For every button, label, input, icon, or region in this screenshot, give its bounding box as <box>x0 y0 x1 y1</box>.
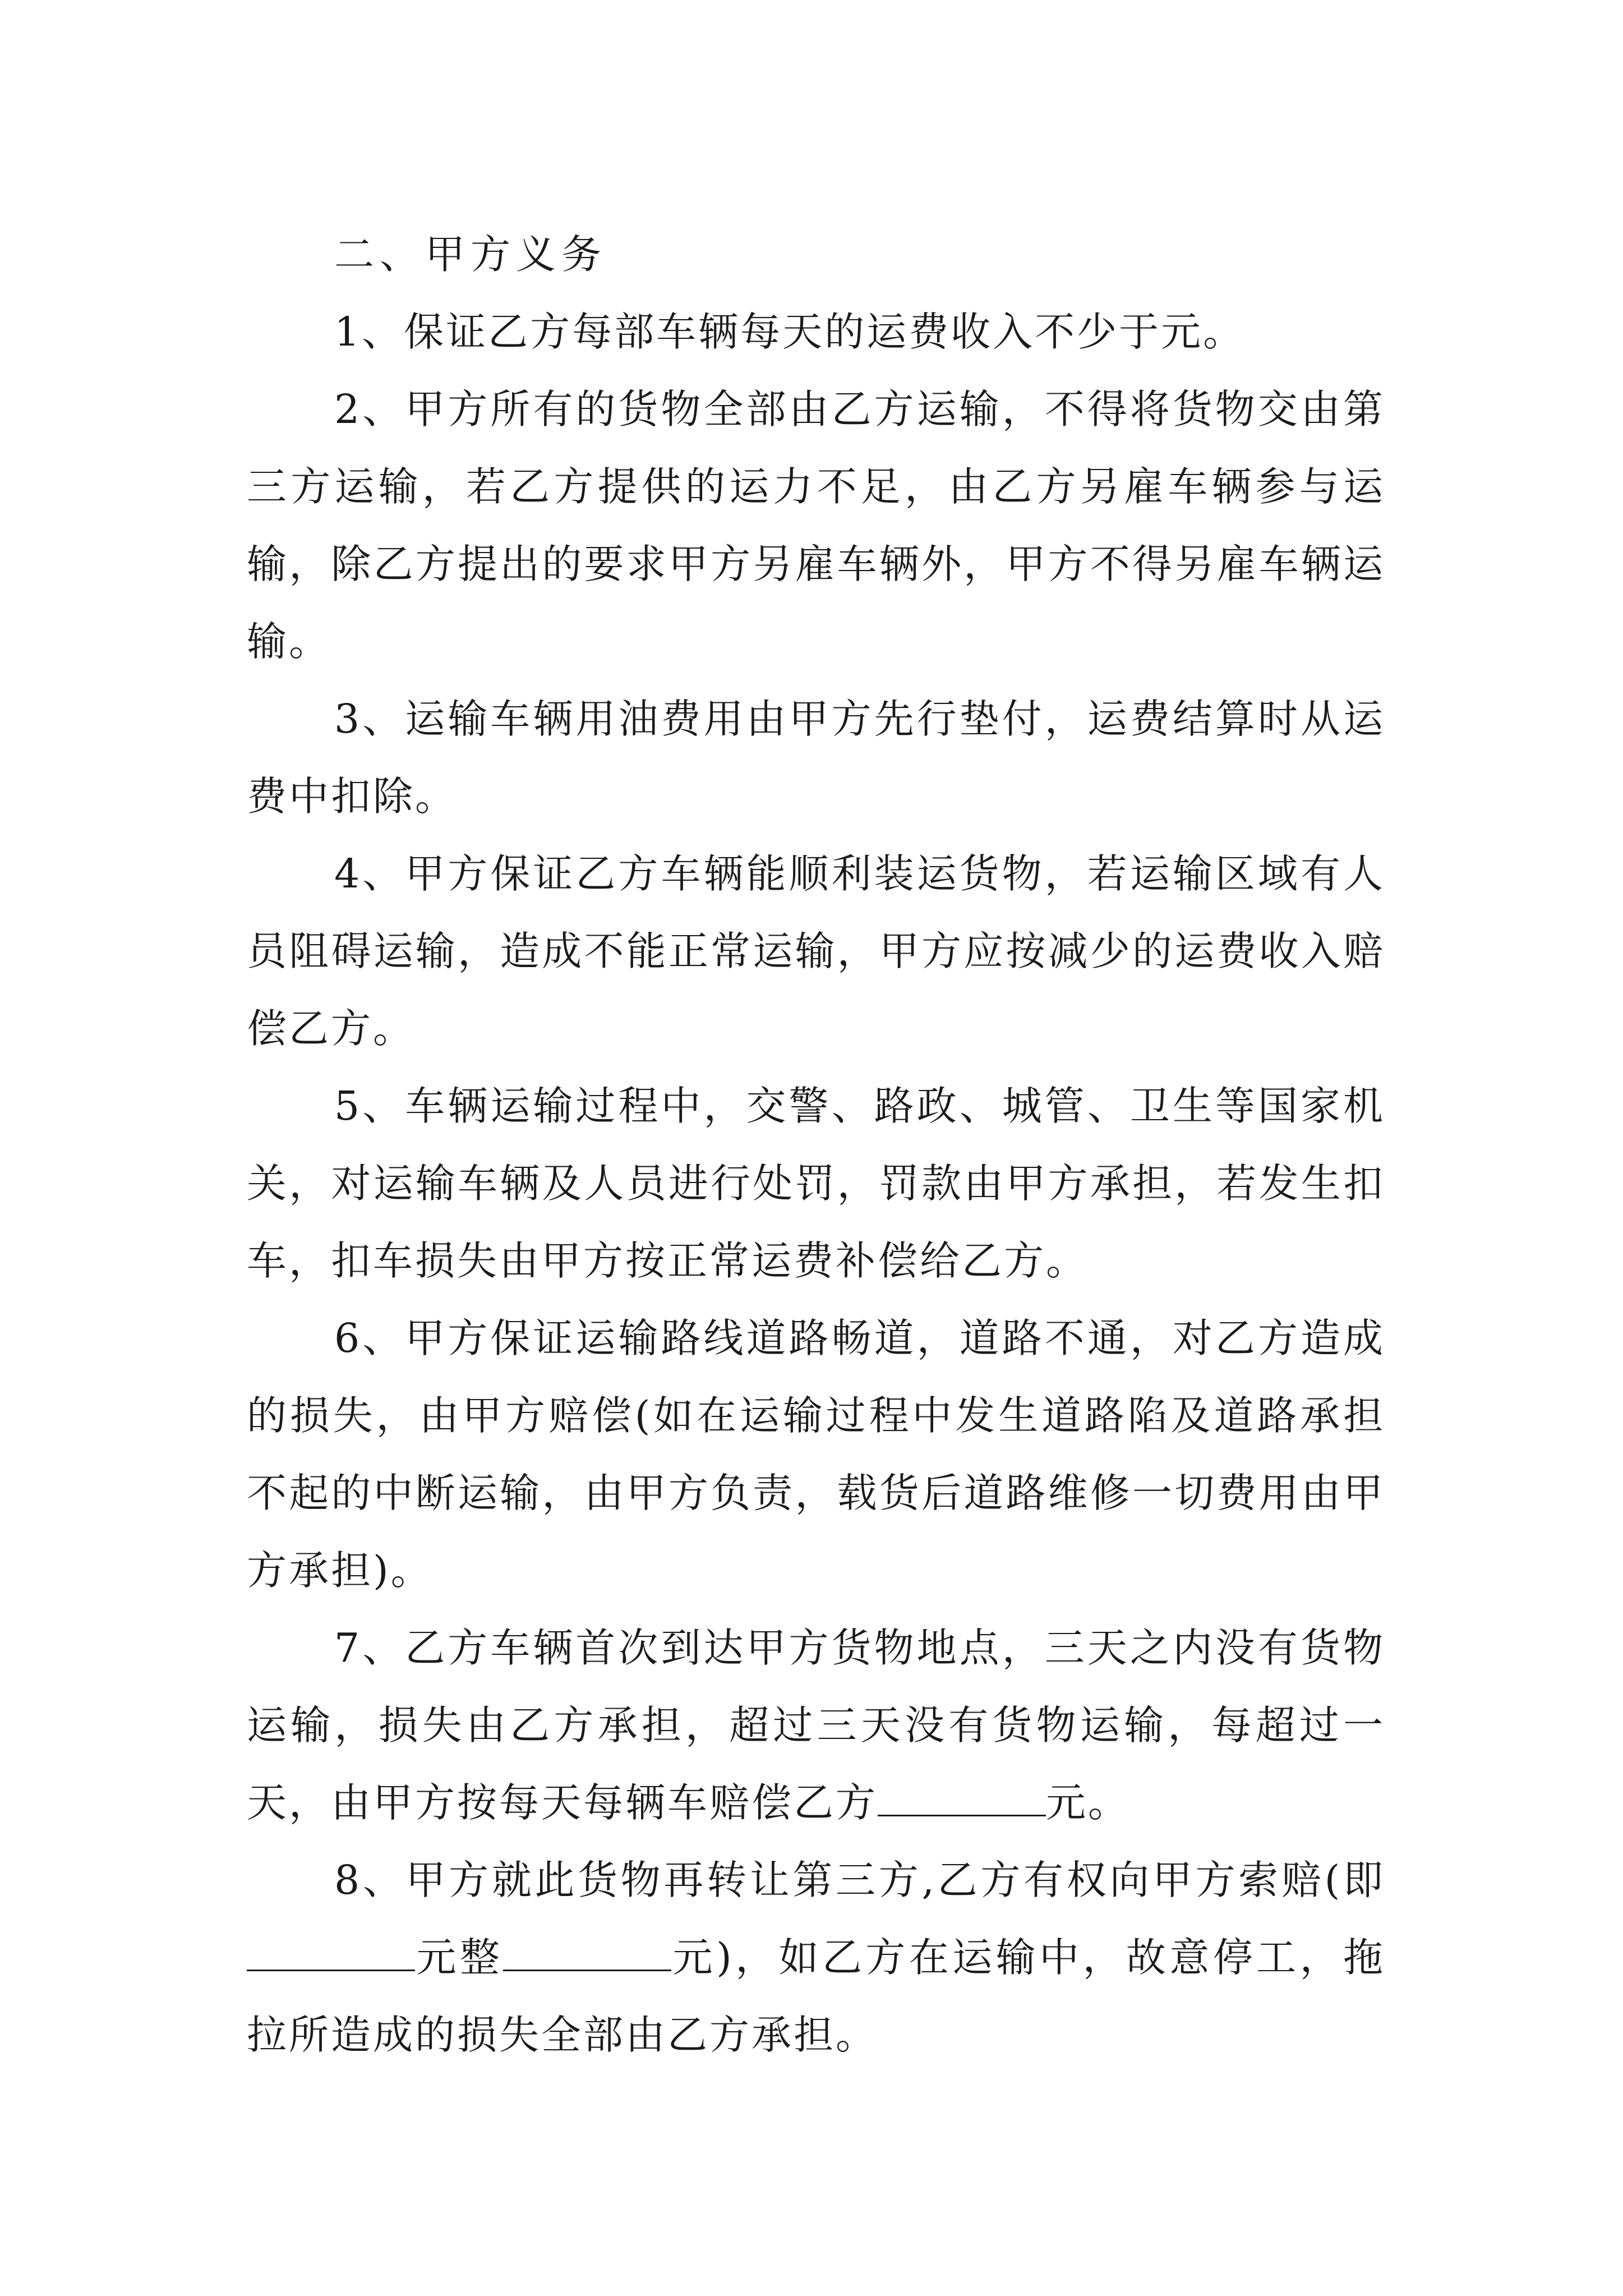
clause-5: 5、车辆运输过程中，交警、路政、城管、卫生等国家机关，对运输车辆及人员进行处罚，罚款由甲方承担，若发生扣车，扣车损失由甲方按正常运费补偿给乙方。 <box>247 1083 1385 1284</box>
clause-7 <box>247 1609 1385 1842</box>
fill-in-blank <box>878 1781 1046 1816</box>
clause-6: 6、甲方保证运输路线道路畅道，道路不通，对乙方造成的损失，由甲方赔偿(如在运输过程中发生道路陷及道路承担不起的中断运输，由甲方负责，载货后道路维修一切费用由甲方承担)。 <box>247 1315 1385 1594</box>
clause-8-text: 8、甲方就此货物再转让第三方,乙方有权向甲方索赔(即 <box>334 1857 1385 1903</box>
clause-7-suffix: 元。 <box>1046 1779 1131 1826</box>
clause-1: 1、保证乙方每部车辆每天的运费收入不少于元。 <box>334 309 1246 355</box>
section-heading: 二、甲方义务 <box>334 231 607 278</box>
clause-4: 4、甲方保证乙方车辆能顺利装运货物，若运输区域有人员阻碍运输，造成不能正常运输，甲方应按减少的运费收入赔偿乙方。 <box>247 850 1385 1052</box>
document-body <box>247 216 1385 2074</box>
clause-8-unit: 元整 <box>415 1934 504 1981</box>
clause-8 <box>247 1842 1385 2074</box>
clause-7-text: 7、乙方车辆首次到达甲方货物地点，三天之内没有货物运输，损失由乙方承担，超过三天没有货物运输，每超过一天，由甲方按每天每辆车赔偿乙方 <box>247 1625 1385 1826</box>
clause-2: 2、甲方所有的货物全部由乙方运输，不得将货物交由第三方运输，若乙方提供的运力不足，由乙方另雇车辆参与运输，除乙方提出的要求甲方另雇车辆外，甲方不得另雇车辆运输。 <box>247 386 1385 665</box>
clause-8-rest: 元)，如乙方在运输中，故意停工，拖拉所造成的损失全部由乙方承担。 <box>247 1934 1385 2058</box>
fill-in-blank <box>503 1936 671 1971</box>
clause-3: 3、运输车辆用油费用由甲方先行垫付，运费结算时从运费中扣除。 <box>247 696 1385 820</box>
fill-in-blank <box>247 1936 415 1971</box>
